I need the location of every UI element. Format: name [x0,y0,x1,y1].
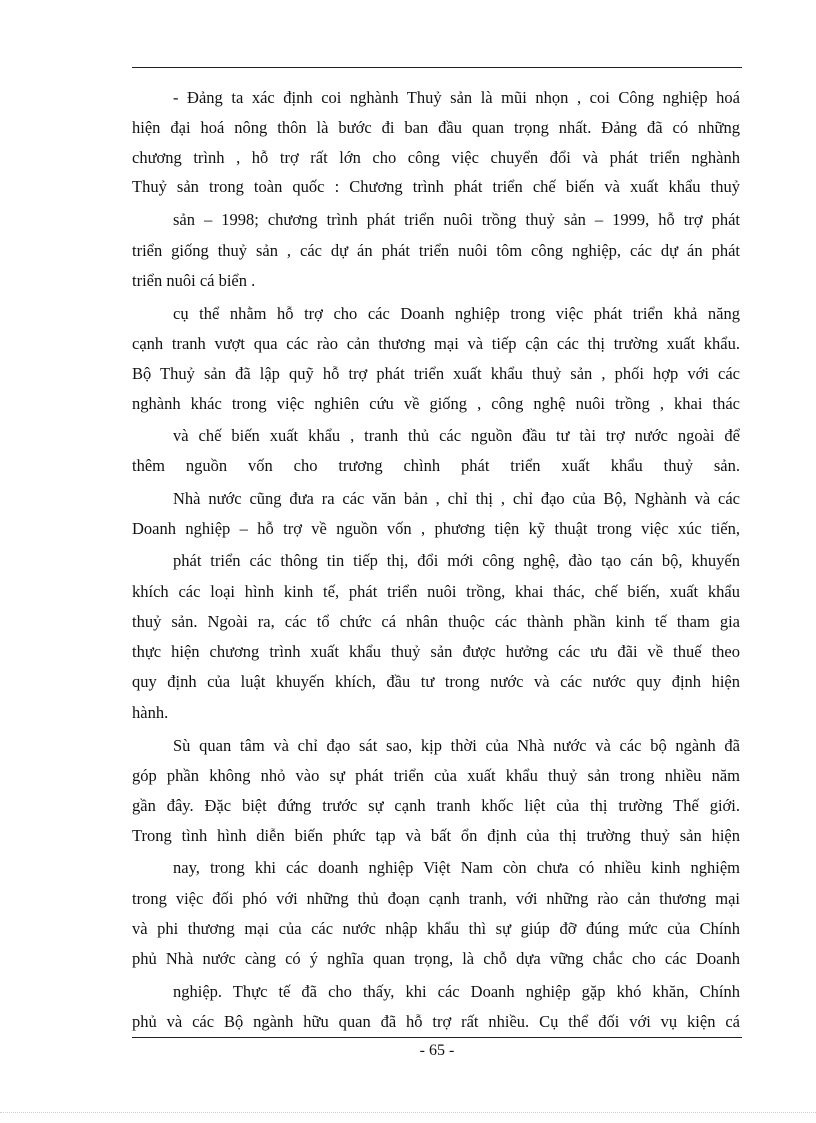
text-line: và phi thương mại của các nước nhập khẩu thì sự giúp đỡ đúng mức của Chính [132,919,740,938]
text-line: phát triển các thông tin tiếp thị, đổi mới công nghệ, đào tạo cán bộ, khuyến [173,551,740,570]
text-line: nghành khác trong việc nghiên cứu về giống , công nghệ nuôi trồng , khai thác [132,394,740,413]
text-line: triển nuôi cá biển . [132,271,256,290]
text-line: hiện đại hoá nông thôn là bước đi ban đầu quan trọng nhất. Đảng đã có những [132,118,740,137]
text-line: góp phần không nhỏ vào sự phát triển của xuất khẩu thuỷ sản trong nhiều năm [132,766,740,785]
text-line: Sù quan tâm và chỉ đạo sát sao, kịp thời của Nhà nước và các bộ ngành đã [173,736,740,755]
text-line: thuỷ sản. Ngoài ra, các tổ chức cá nhân thuộc các thành phần kinh tế tham gia [132,612,740,631]
text-line: khích các loại hình kinh tế, phát triển nuôi trồng, khai thác, chế biến, xuất khẩu [132,582,740,601]
text-line: và chế biến xuất khẩu , tranh thủ các nguồn đầu tư tài trợ nước ngoài để [173,426,740,445]
text-line: triển giống thuỷ sản , các dự án phát triển nuôi tôm công nghiệp, các dự án phát [132,241,740,260]
text-line: nay, trong khi các doanh nghiệp Việt Nam còn chưa có nhiều kinh nghiệm [173,858,740,877]
text-line: cạnh tranh vượt qua các rào cản thương mại và tiếp cận các thị trường xuất khẩu. [132,334,740,353]
text-line: - Đảng ta xác định coi nghành Thuỷ sản là mũi nhọn , coi Công nghiệp hoá [173,88,740,107]
text-line: chương trình , hỗ trợ rất lớn cho công việc chuyển đổi và phát triển nghành [132,148,740,167]
header-rule [132,67,742,68]
text-line: Nhà nước cũng đưa ra các văn bản , chỉ thị , chỉ đạo của Bộ, Nghành và các [173,489,740,508]
text-line: quy định của luật khuyến khích, đầu tư trong nước và các nước quy định hiện [132,672,740,691]
text-line: gần đây. Đặc biệt đứng trước sự cạnh tranh khốc liệt của thị trường Thế giới. [132,796,740,815]
text-line: Thuỷ sản trong toàn quốc : Chương trình phát triển chế biến và xuất khẩu thuỷ [132,177,740,196]
text-line: phủ và các Bộ ngành hữu quan đã hỗ trợ rất nhiều. Cụ thể đối với vụ kiện cá [132,1012,740,1031]
page-number: - 65 - [419,1042,455,1059]
text-line: trong việc đối phó với những thủ đoạn cạnh tranh, với những rào cản thương mại [132,889,740,908]
text-line: Trong tình hình diễn biến phức tạp và bất ổn định của thị trường thuỷ sản hiện [132,826,740,845]
text-line: thêm nguồn vốn cho trương chình phát triển xuất khẩu thuỷ sản. [132,456,740,475]
text-line: phủ Nhà nước càng có ý nghĩa quan trọng, là chỗ dựa vững chắc cho các Doanh [132,949,740,968]
text-line: thực hiện chương trình xuất khẩu thuỷ sản được hưởng các ưu đãi về thuế theo [132,642,740,661]
text-line: sản – 1998; chương trình phát triển nuôi trồng thuỷ sản – 1999, hỗ trợ phát [173,210,740,229]
footer-rule [132,1037,742,1038]
page-edge-divider [0,1112,816,1113]
text-line: Bộ Thuỷ sản đã lập quỹ hỗ trợ phát triển xuất khẩu thuỷ sản , phối hợp với các [132,364,740,383]
text-line: nghiệp. Thực tế đã cho thấy, khi các Doanh nghiệp gặp khó khăn, Chính [173,982,740,1001]
text-line: Doanh nghiệp – hỗ trợ về nguồn vốn , phương tiện kỹ thuật trong việc xúc tiến, [132,519,740,538]
text-line: hành. [132,703,169,722]
text-line: cụ thể nhằm hỗ trợ cho các Doanh nghiệp trong việc phát triển khả năng [173,304,740,323]
